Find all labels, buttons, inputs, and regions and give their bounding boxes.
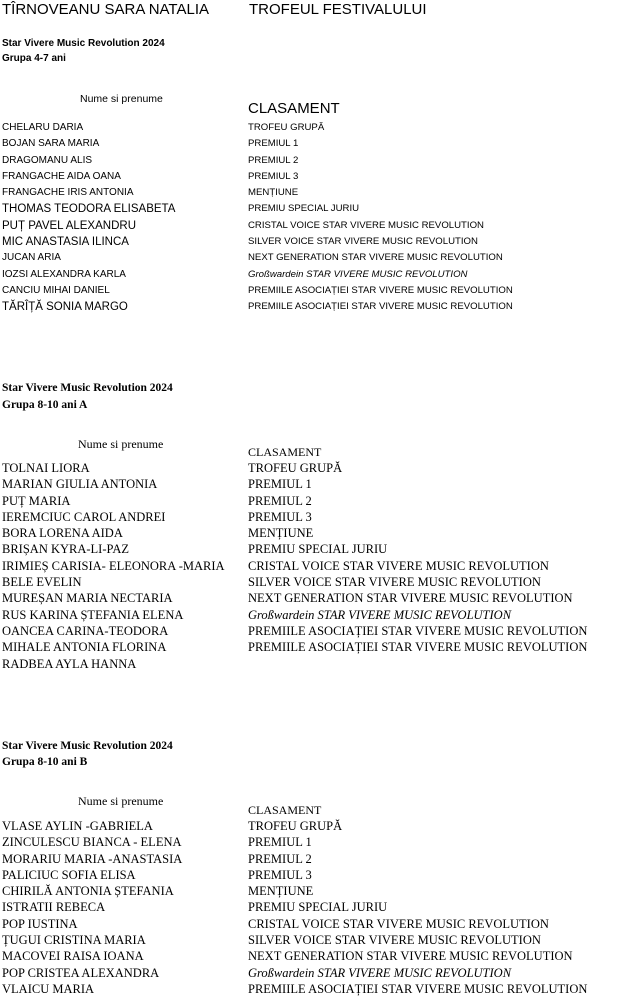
participant-name-cell: POP CRISTEA ALEXANDRA (2, 965, 160, 980)
result-row (0, 834, 622, 850)
award-cell: PREMIILE ASOCIAȚIEI STAR VIVERE MUSIC REVOLUTION (248, 284, 513, 296)
result-row (0, 201, 622, 217)
participant-name-cell: MIC ANASTASIA ILINCA (2, 236, 129, 249)
result-row (0, 932, 622, 948)
award-cell: MENȚIUNE (248, 526, 314, 541)
participant-name-cell: MACOVEI RAISA IOANA (2, 949, 144, 964)
ranking-column-header: CLASAMENT (248, 100, 340, 117)
award-cell: TROFEU GRUPĂ (248, 122, 325, 133)
award-cell: SILVER VOICE STAR VIVERE MUSIC REVOLUTION (248, 933, 541, 948)
section-group-label: Grupa 8-10 ani B (2, 756, 88, 768)
participant-name-cell: ZINCULESCU BIANCA - ELENA (2, 835, 182, 850)
result-row (0, 981, 622, 997)
result-row (0, 476, 622, 492)
result-row (0, 851, 622, 867)
result-row (0, 818, 622, 834)
section-title: Star Vivere Music Revolution 2024 (2, 382, 173, 394)
document-title: TROFEUL FESTIVALULUI (249, 1, 427, 18)
award-cell: PREMIU SPECIAL JURIU (248, 900, 388, 915)
award-cell: PREMIUL 2 (248, 493, 312, 508)
award-cell: PREMIILE ASOCIAȚIEI STAR VIVERE MUSIC REVOLUTION (248, 301, 513, 313)
result-row (0, 250, 622, 266)
participant-name-cell: IRIMIEȘ CARISIA- ELEONORA -MARIA (2, 558, 225, 573)
result-row (0, 460, 622, 476)
award-cell: PREMIILE ASOCIAȚIEI STAR VIVERE MUSIC REVOLUTION (248, 640, 588, 655)
participant-name-cell: RADBEA AYLA HANNA (2, 656, 137, 671)
participant-name-cell: FRANGACHE AIDA OANA (2, 170, 121, 182)
participant-name-cell: POP IUSTINA (2, 916, 78, 931)
name-column-header: Nume si prenume (80, 93, 163, 105)
result-row (0, 899, 622, 915)
section-title: Star Vivere Music Revolution 2024 (2, 38, 165, 49)
ranking-column-header: CLASAMENT (248, 445, 322, 459)
result-row (0, 883, 622, 899)
award-cell: PREMIILE ASOCIAȚIEI STAR VIVERE MUSIC REVOLUTION (248, 981, 588, 996)
result-row (0, 639, 622, 655)
award-cell: PREMIILE ASOCIAȚIEI STAR VIVERE MUSIC REVOLUTION (248, 623, 588, 638)
name-column-header: Nume si prenume (78, 437, 164, 451)
participant-name-cell: ISTRATII REBECA (2, 900, 106, 915)
participant-name-cell: CHIRILĂ ANTONIA ȘTEFANIA (2, 884, 174, 899)
results-list (0, 460, 622, 672)
results-list (0, 818, 622, 997)
result-row (0, 218, 622, 234)
participant-name-cell: CHELARU DARIA (2, 122, 84, 133)
participant-name-cell: IOZSI ALEXANDRA KARLA (2, 268, 126, 280)
participant-name-cell: PUȚ PAVEL ALEXANDRU (2, 219, 136, 232)
result-row (0, 267, 622, 283)
award-cell: CRISTAL VOICE STAR VIVERE MUSIC REVOLUTION (248, 558, 549, 573)
participant-name-cell: BRIȘAN KYRA-LI-PAZ (2, 542, 129, 557)
result-row (0, 299, 622, 315)
participant-name-cell: MUREȘAN MARIA NECTARIA (2, 591, 173, 606)
participant-name-cell: TĂRÎȚĂ SONIA MARGO (2, 301, 128, 314)
award-cell: PREMIUL 3 (248, 867, 312, 882)
award-cell: PREMIU SPECIAL JURIU (248, 542, 388, 557)
result-row (0, 185, 622, 201)
ranking-column-header: CLASAMENT (248, 803, 322, 817)
participant-name-cell: BELE EVELIN (2, 575, 82, 590)
results-list (0, 120, 622, 316)
participant-name-cell: DRAGOMANU ALIS (2, 154, 93, 166)
result-row (0, 656, 622, 672)
award-cell: PREMIUL 2 (248, 851, 312, 866)
result-row (0, 948, 622, 964)
award-cell: SILVER VOICE STAR VIVERE MUSIC REVOLUTION (248, 575, 541, 590)
participant-name-cell: THOMAS TEODORA ELISABETA (2, 203, 176, 216)
result-row (0, 493, 622, 509)
participant-name-cell: CANCIU MIHAI DANIEL (2, 284, 110, 296)
award-cell: TROFEU GRUPĂ (248, 461, 343, 475)
award-cell: SILVER VOICE STAR VIVERE MUSIC REVOLUTION (248, 236, 478, 248)
award-cell: CRISTAL VOICE STAR VIVERE MUSIC REVOLUTION (248, 219, 484, 231)
participant-name-cell: VLASE AYLIN -GABRIELA (2, 819, 153, 833)
award-cell: NEXT GENERATION STAR VIVERE MUSIC REVOLUTION (248, 949, 573, 964)
result-row (0, 283, 622, 299)
participant-name-cell: FRANGACHE IRIS ANTONIA (2, 187, 134, 199)
result-row (0, 965, 622, 981)
participant-name-cell: PUȚ MARIA (2, 493, 71, 508)
result-row (0, 574, 622, 590)
participant-name-cell: BOJAN SARA MARIA (2, 138, 100, 150)
award-cell: CRISTAL VOICE STAR VIVERE MUSIC REVOLUTION (248, 916, 549, 931)
award-cell: NEXT GENERATION STAR VIVERE MUSIC REVOLUTION (248, 252, 503, 264)
participant-name-cell: JUCAN ARIA (2, 252, 61, 264)
award-cell: Großwardein STAR VIVERE MUSIC REVOLUTION (248, 965, 512, 980)
award-cell: PREMIUL 3 (248, 509, 312, 524)
participant-name-cell: PALICIUC SOFIA ELISA (2, 867, 136, 882)
award-cell: PREMIUL 1 (248, 835, 312, 850)
participant-name-cell: IEREMCIUC CAROL ANDREI (2, 509, 166, 524)
award-cell: MENȚIUNE (248, 187, 299, 199)
participant-name-cell: MIHALE ANTONIA FLORINA (2, 640, 167, 655)
award-cell: PREMIU SPECIAL JURIU (248, 203, 360, 215)
result-row (0, 867, 622, 883)
participant-name-cell: TOLNAI LIORA (2, 461, 90, 475)
section-group-label: Grupa 8-10 ani A (2, 399, 88, 411)
award-cell: NEXT GENERATION STAR VIVERE MUSIC REVOLUTION (248, 591, 573, 606)
result-row (0, 590, 622, 606)
award-cell: PREMIUL 2 (248, 154, 299, 166)
award-cell: Großwardein STAR VIVERE MUSIC REVOLUTION (248, 268, 468, 280)
award-cell: PREMIUL 1 (248, 477, 312, 492)
participant-name-cell: VLAICU MARIA (2, 981, 95, 996)
result-row (0, 916, 622, 932)
result-row (0, 607, 622, 623)
participant-name-cell: RUS KARINA ȘTEFANIA ELENA (2, 607, 184, 622)
section-group-label: Grupa 4-7 ani (2, 53, 66, 64)
award-cell: TROFEU GRUPĂ (248, 819, 343, 833)
name-column-header: Nume si prenume (78, 794, 164, 808)
result-row (0, 558, 622, 574)
award-cell: PREMIUL 3 (248, 170, 299, 182)
participant-name-cell: ȚUGUI CRISTINA MARIA (2, 933, 146, 948)
result-row (0, 136, 622, 152)
award-cell: Großwardein STAR VIVERE MUSIC REVOLUTION (248, 607, 512, 622)
result-row (0, 234, 622, 250)
result-row (0, 541, 622, 557)
participant-name-cell: MARIAN GIULIA ANTONIA (2, 477, 158, 492)
result-row (0, 120, 622, 136)
award-cell: PREMIUL 1 (248, 138, 299, 150)
result-row (0, 623, 622, 639)
participant-name: TÎRNOVEANU SARA NATALIA (2, 1, 209, 18)
section-title: Star Vivere Music Revolution 2024 (2, 740, 173, 752)
result-row (0, 153, 622, 169)
result-row (0, 525, 622, 541)
participant-name-cell: MORARIU MARIA -ANASTASIA (2, 851, 183, 866)
award-cell: MENȚIUNE (248, 884, 314, 899)
result-row (0, 509, 622, 525)
participant-name-cell: BORA LORENA AIDA (2, 526, 123, 541)
participant-name-cell: OANCEA CARINA-TEODORA (2, 623, 169, 638)
result-row (0, 169, 622, 185)
